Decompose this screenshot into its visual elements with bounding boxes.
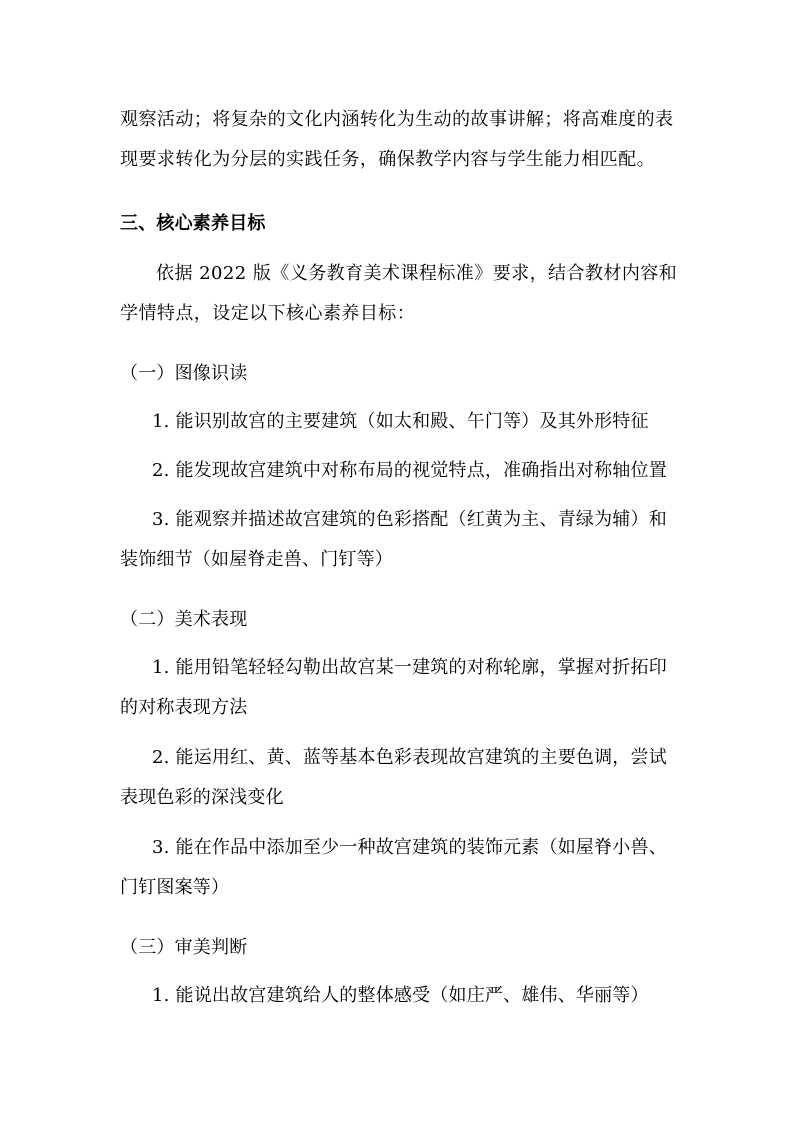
list-item: 1. 能用铅笔轻轻勾勒出故宫某一建筑的对称轮廓，掌握对折拓印 xyxy=(152,657,667,678)
list-item: 1. 能说出故宫建筑给人的整体感受（如庄严、雄伟、华丽等） xyxy=(152,985,649,1006)
section-paragraph-line-1: 依据 2022 版《义务教育美术课程标准》要求，结合教材内容和 xyxy=(156,263,678,284)
list-item-continuation: 装饰细节（如屋脊走兽、门钉等） xyxy=(120,549,393,570)
list-item: 3. 能观察并描述故宫建筑的色彩搭配（红黄为主、青绿为辅）和 xyxy=(152,509,667,530)
subsection-heading-aesthetic-judgment: （三）审美判断 xyxy=(120,937,248,958)
list-item: 1. 能识别故宫的主要建筑（如太和殿、午门等）及其外形特征 xyxy=(152,411,649,432)
subsection-heading-art-expression: （二）美术表现 xyxy=(120,609,248,630)
intro-line-2: 现要求转化为分层的实践任务，确保教学内容与学生能力相匹配。 xyxy=(120,149,656,170)
list-item-continuation: 表现色彩的深浅变化 xyxy=(120,787,284,808)
list-item-continuation: 的对称表现方法 xyxy=(120,697,248,718)
list-item: 2. 能发现故宫建筑中对称布局的视觉特点，准确指出对称轴位置 xyxy=(152,460,667,481)
list-item: 3. 能在作品中添加至少一种故宫建筑的装饰元素（如屋脊小兽、 xyxy=(152,837,667,858)
section-heading: 三、核心素养目标 xyxy=(120,213,266,234)
list-item-continuation: 门钉图案等） xyxy=(120,877,230,898)
subsection-heading-image-reading: （一）图像识读 xyxy=(120,363,248,384)
list-item: 2. 能运用红、黄、蓝等基本色彩表现故宫建筑的主要色调，尝试 xyxy=(152,747,667,768)
section-paragraph-line-2: 学情特点，设定以下核心素养目标： xyxy=(120,303,416,324)
intro-line-1: 观察活动；将复杂的文化内涵转化为生动的故事讲解；将高难度的表 xyxy=(120,109,674,130)
